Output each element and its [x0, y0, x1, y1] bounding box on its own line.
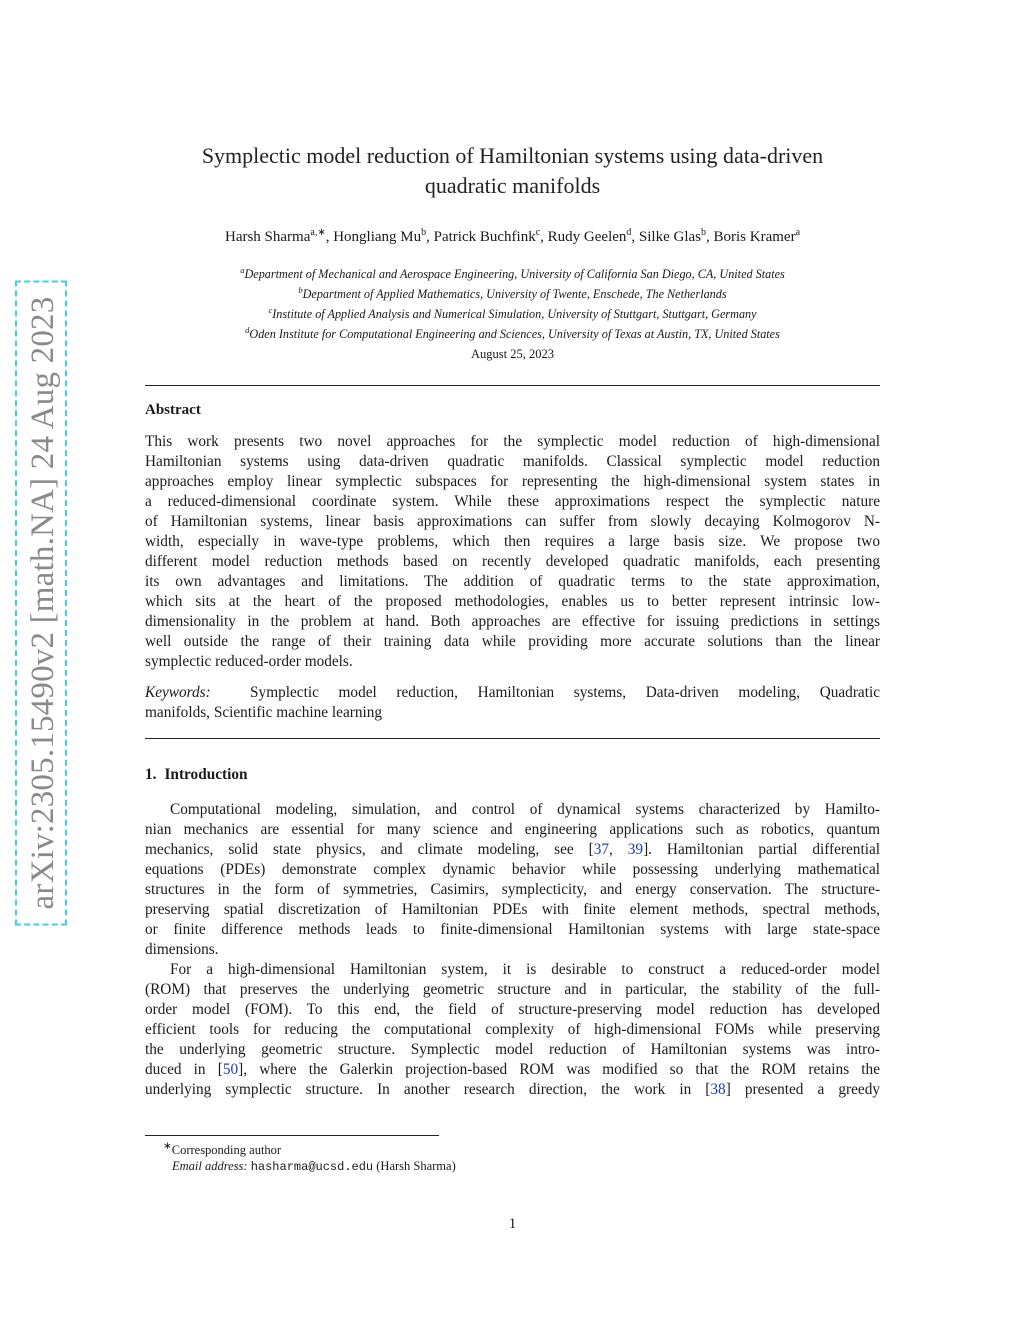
- text-line: dimensionality in the problem at hand. Both approaches are effective for issuing predictions in settings: [145, 613, 880, 630]
- text-line: or finite difference methods leads to finite-dimensional Hamiltonian systems with large state-space: [145, 921, 880, 938]
- keywords-line: Keywords: Symplectic model reduction, Hamiltonian systems, Data-driven modeling, Quadratic: [145, 684, 880, 701]
- affiliations: [145, 262, 880, 342]
- citation-link[interactable]: 50: [222, 1061, 239, 1078]
- footnotes: [163, 1139, 456, 1175]
- author-affil-mark: d: [626, 227, 632, 238]
- footnote-email: Email address: hasharma@ucsd.edu (Harsh Sharma): [172, 1159, 456, 1175]
- footnote-rule: [145, 1135, 439, 1136]
- text-line: which sits at the heart of the proposed methodologies, enables us to better represent intrinsic low-: [145, 593, 880, 610]
- paper-title: [145, 141, 880, 201]
- text-line: underlying symplectic structure. In another research direction, the work in [38] presented a greedy: [145, 1081, 880, 1098]
- author-name: Patrick Buchfink: [433, 229, 536, 245]
- text-line: well outside the range of their training data while providing more accurate solutions than the linear: [145, 633, 880, 650]
- text-line: width, especially in wave-type problems, which then requires a large basis size. We propose two: [145, 533, 880, 550]
- abstract-heading: Abstract: [145, 402, 201, 418]
- abstract-body: [145, 432, 880, 672]
- text-line: equations (PDEs) demonstrate complex dynamic behavior while possessing underlying mathematical: [145, 861, 880, 878]
- text-line: For a high-dimensional Hamiltonian system, it is desirable to construct a reduced-order model: [170, 961, 880, 978]
- text-line: a reduced-dimensional coordinate system. While these approximations respect the symplectic nature: [145, 493, 880, 510]
- text-line: mechanics, solid state physics, and climate modeling, see [37, 39]. Hamiltonian partial differential: [145, 841, 880, 858]
- text-line: preserving spatial discretization of Hamiltonian PDEs with finite element methods, spectral methods,: [145, 901, 880, 918]
- text-line: (ROM) that preserves the underlying geometric structure and in particular, the stability of the full-: [145, 981, 880, 998]
- keywords: [145, 683, 880, 723]
- text-line: Hamiltonian systems using data-driven quadratic manifolds. Classical symplectic model reduction: [145, 453, 880, 470]
- divider-top: [145, 385, 880, 386]
- affiliation: $^d$Oden Institute for Computational Engineering and Sciences, University of Texas at Austin, TX, United States: [245, 325, 780, 342]
- text-line: its own advantages and limitations. The addition of quadratic terms to the state approximation,: [145, 573, 880, 590]
- text-line: duced in [50], where the Galerkin projection-based ROM was modified so that the ROM retains the: [145, 1061, 880, 1078]
- arxiv-sidebar: [14, 280, 68, 925]
- affiliation: $^b$Department of Applied Mathematics, University of Twente, Enschede, The Netherlands: [298, 285, 727, 302]
- title-line-1: Symplectic model reduction of Hamiltonian systems using data-driven: [201, 143, 824, 168]
- email-link[interactable]: hasharma@ucsd.edu: [250, 1160, 374, 1175]
- author-name: Boris Kramer: [713, 229, 796, 245]
- author-name: Harsh Sharma: [224, 229, 311, 245]
- text-line: Computational modeling, simulation, and control of dynamical systems characterized by Hamilto-: [170, 801, 880, 818]
- author-affil-mark: a: [795, 227, 801, 238]
- footnote-corresponding: ∗Corresponding author: [163, 1141, 282, 1158]
- author-name: Hongliang Mu: [333, 229, 422, 245]
- intro-paragraph-1: [145, 800, 880, 960]
- author-affil-mark: a,∗: [310, 227, 326, 238]
- citation-link[interactable]: 38: [710, 1081, 726, 1098]
- text-line: nian mechanics are essential for many science and engineering applications such as robotics, quantum: [145, 821, 880, 838]
- keywords-line: manifolds, Scientific machine learning: [145, 704, 383, 721]
- text-line: the underlying geometric structure. Symplectic model reduction of Hamiltonian systems was intro-: [145, 1041, 880, 1058]
- text-line: of Hamiltonian systems, linear basis approximations can suffer from slowly decaying Kolmogorov N-: [145, 513, 880, 530]
- author-affil-mark: c: [535, 227, 541, 238]
- divider-bottom: [145, 738, 880, 739]
- text-line: different model reduction methods based on recently developed quadratic manifolds, each presenting: [145, 553, 880, 570]
- affiliation: $^a$Department of Mechanical and Aerospace Engineering, University of California San Diego, CA, United States: [240, 265, 785, 282]
- title-line-2: quadratic manifolds: [424, 173, 601, 198]
- citation-link[interactable]: 37: [593, 841, 609, 858]
- text-line: structures in the form of symmetries, Casimirs, symplecticity, and energy conservation. The structure-: [145, 881, 880, 898]
- affiliation: $^c$Institute of Applied Analysis and Numerical Simulation, University of Stuttgart, Stuttgart, Germany: [268, 305, 757, 322]
- keywords-label: Keywords:: [145, 684, 211, 701]
- author-name: Rudy Geelen: [547, 229, 627, 245]
- text-line: symplectic reduced-order models.: [145, 653, 353, 670]
- author-list: Harsh Sharma$^{a,∗}$, Hongliang Mu$^b$, Patrick Buchfink$^c$, Rudy Geelen$^d$, Silke Glas$^b$, Boris Kramer$^a$: [224, 227, 801, 245]
- author-affil-mark: b: [701, 227, 706, 238]
- text-line: dimensions.: [145, 941, 219, 958]
- author-affil-mark: b: [421, 227, 427, 238]
- page-number: 1: [508, 1216, 517, 1232]
- arxiv-identifier[interactable]: arXiv:2305.15490v2 [math.NA] 24 Aug 2023: [15, 280, 67, 925]
- section-heading-introduction: 1. Introduction: [145, 766, 248, 783]
- text-line: This work presents two novel approaches for the symplectic model reduction of high-dimensional: [145, 433, 880, 450]
- text-line: efficient tools for reducing the computational complexity of high-dimensional FOMs while preserving: [145, 1021, 880, 1038]
- paper-date: August 25, 2023: [471, 347, 554, 361]
- text-line: order model (FOM). To this end, the field of structure-preserving model reduction has developed: [145, 1001, 880, 1018]
- author-name: Silke Glas: [638, 229, 701, 245]
- citation-link[interactable]: 39: [627, 841, 644, 858]
- text-line: approaches employ linear symplectic subspaces for representing the high-dimensional system states in: [145, 473, 880, 490]
- intro-paragraph-2: [145, 960, 880, 1100]
